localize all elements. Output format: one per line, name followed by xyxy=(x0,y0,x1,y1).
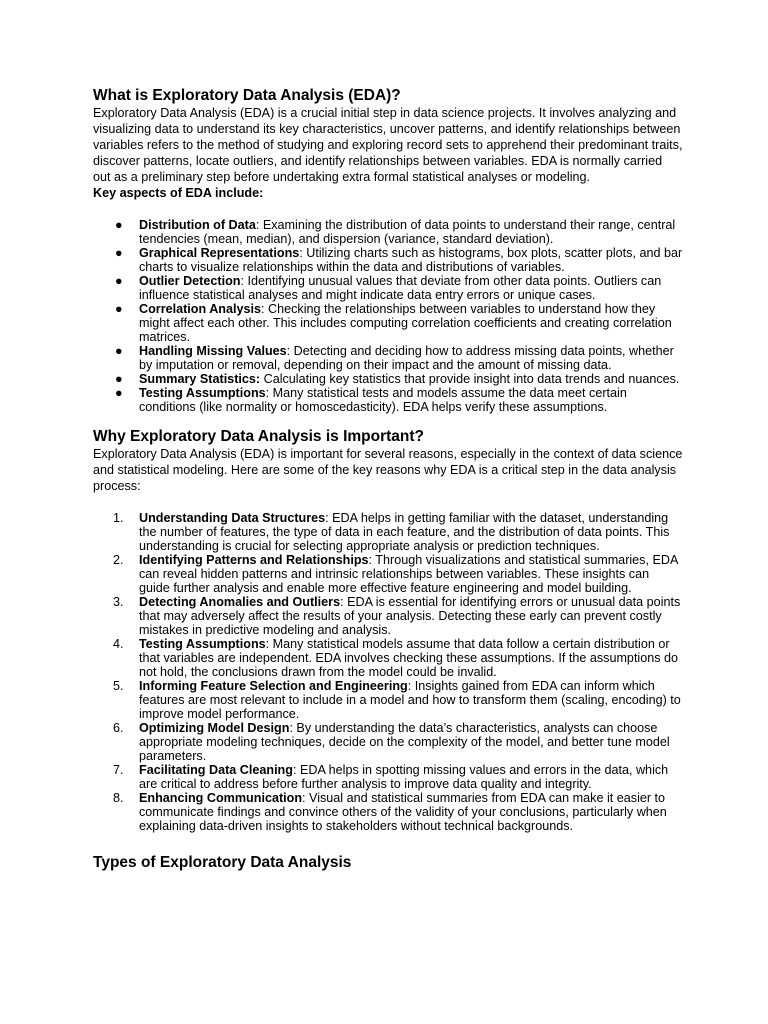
list-item xyxy=(93,679,683,721)
list-item xyxy=(93,637,683,679)
reasons-list xyxy=(93,511,683,833)
bullet-icon: ● xyxy=(115,274,123,288)
section-title-what-is-eda: What is Exploratory Data Analysis (EDA)? xyxy=(93,87,401,104)
item-term: Facilitating Data Cleaning xyxy=(139,763,293,777)
item-text: : Checking the relationships between variables to understand how they might affect each other. This includes computing correlation coefficients and creating correlation matrices. xyxy=(139,302,672,344)
section-title-types: Types of Exploratory Data Analysis xyxy=(93,854,352,871)
list-number: 1. xyxy=(113,511,124,525)
item-text: : Many statistical tests and models assume the data meet certain conditions (like normality or homoscedasticity). EDA helps verify these assumptions. xyxy=(139,386,627,414)
item-term: Handling Missing Values xyxy=(139,344,287,358)
item-term: Distribution of Data xyxy=(139,218,256,232)
list-number: 3. xyxy=(113,595,124,609)
item-term: Correlation Analysis xyxy=(139,302,262,316)
list-item xyxy=(93,511,683,553)
list-item xyxy=(93,763,683,791)
item-term: Testing Assumptions xyxy=(139,386,266,400)
list-item xyxy=(93,372,683,386)
list-number: 8. xyxy=(113,791,124,805)
item-text: : By understanding the data’s characteristics, analysts can choose appropriate modeling techniques, decide on the complexity of the model, and better tune model parameters. xyxy=(139,721,670,763)
key-aspects-heading: Key aspects of EDA include: xyxy=(93,186,264,200)
list-number: 7. xyxy=(113,763,124,777)
item-term: Summary Statistics: xyxy=(139,372,261,386)
item-term: Graphical Representations xyxy=(139,246,300,260)
item-text: : Many statistical models assume that data follow a certain distribution or that variables are independent. EDA involves checking these assumptions. If the assumptions do not hold, the conclusions drawn from the model could be invalid. xyxy=(139,637,679,679)
bullet-icon: ● xyxy=(115,372,123,386)
list-item xyxy=(93,344,683,372)
item-term: Informing Feature Selection and Engineering xyxy=(139,679,408,693)
item-text: : Visual and statistical summaries from EDA can make it easier to communicate findings and convince others of the validity of your conclusions, particularly when explaining data-driven insights to stakeholders without technical backgrounds. xyxy=(139,791,667,833)
list-item xyxy=(93,274,683,302)
item-text: : EDA is essential for identifying errors or unusual data points that may adversely affect the results of your analysis. Detecting these early can prevent costly mistakes in predictive modeling and analysis. xyxy=(139,595,681,637)
item-text: : EDA helps in spotting missing values and errors in the data, which are critical to address before further analysis to improve data quality and integrity. xyxy=(139,763,669,791)
list-item xyxy=(93,553,683,595)
item-text: : Examining the distribution of data points to understand their range, central tendencies (mean, median), and dispersion (variance, standard deviation). xyxy=(139,218,676,246)
bullet-icon: ● xyxy=(115,344,123,358)
list-number: 5. xyxy=(113,679,124,693)
item-text: : Insights gained from EDA can inform which features are most relevant to include in a model and how to transform them (scaling, encoding) to improve model performance. xyxy=(139,679,681,721)
list-item xyxy=(93,595,683,637)
item-text: Calculating key statistics that provide insight into data trends and nuances. xyxy=(260,372,680,386)
item-term: Understanding Data Structures xyxy=(139,511,326,525)
key-aspects-list xyxy=(93,218,683,414)
item-term: Detecting Anomalies and Outliers xyxy=(139,595,341,609)
item-term: Outlier Detection xyxy=(139,274,241,288)
intro-paragraph: Exploratory Data Analysis (EDA) is a crucial initial step in data science projects. It involves analyzing and visualizing data to understand its key characteristics, uncover patterns, and identify relationships between variables refers to the method of studying and exploring record sets to apprehend their predominant traits, discover patterns, locate outliers, and identify relationships between variables. EDA is normally carried out as a preliminary step before undertaking extra formal statistical analyses or modeling. xyxy=(93,106,683,184)
item-text: : EDA helps in getting familiar with the dataset, understanding the number of features, the type of data in each feature, and the distribution of data points. This understanding is crucial for selecting appropriate analysis or prediction techniques. xyxy=(139,511,670,553)
list-item xyxy=(93,386,683,414)
list-number: 6. xyxy=(113,721,124,735)
bullet-icon: ● xyxy=(115,302,123,316)
document-page xyxy=(93,86,683,872)
list-number: 2. xyxy=(113,553,124,567)
list-item xyxy=(93,302,683,344)
item-term: Identifying Patterns and Relationships xyxy=(139,553,369,567)
why-paragraph: Exploratory Data Analysis (EDA) is important for several reasons, especially in the context of data science and statistical modeling. Here are some of the key reasons why EDA is a critical step in the data analysis process: xyxy=(93,447,683,493)
list-item xyxy=(93,218,683,246)
section-title-why-important: Why Exploratory Data Analysis is Important? xyxy=(93,428,425,445)
item-text: : Identifying unusual values that deviate from other data points. Outliers can influence statistical analyses and might indicate data entry errors or unique cases. xyxy=(139,274,662,302)
bullet-icon: ● xyxy=(115,246,123,260)
list-number: 4. xyxy=(113,637,124,651)
item-term: Enhancing Communication xyxy=(139,791,303,805)
item-text: : Utilizing charts such as histograms, box plots, scatter plots, and bar charts to visualize relationships within the data and distributions of variables. xyxy=(139,246,683,274)
item-term: Testing Assumptions xyxy=(139,637,266,651)
bullet-icon: ● xyxy=(115,386,123,400)
item-text: : Detecting and deciding how to address missing data points, whether by imputation or removal, depending on their impact and the amount of missing data. xyxy=(139,344,674,372)
list-item xyxy=(93,246,683,274)
item-term: Optimizing Model Design xyxy=(139,721,290,735)
list-item xyxy=(93,791,683,833)
bullet-icon: ● xyxy=(115,218,123,232)
list-item xyxy=(93,721,683,763)
item-text: : Through visualizations and statistical summaries, EDA can reveal hidden patterns and intrinsic relationships between variables. These insights can guide further analysis and enable more effective feature engineering and model building. xyxy=(139,553,678,595)
